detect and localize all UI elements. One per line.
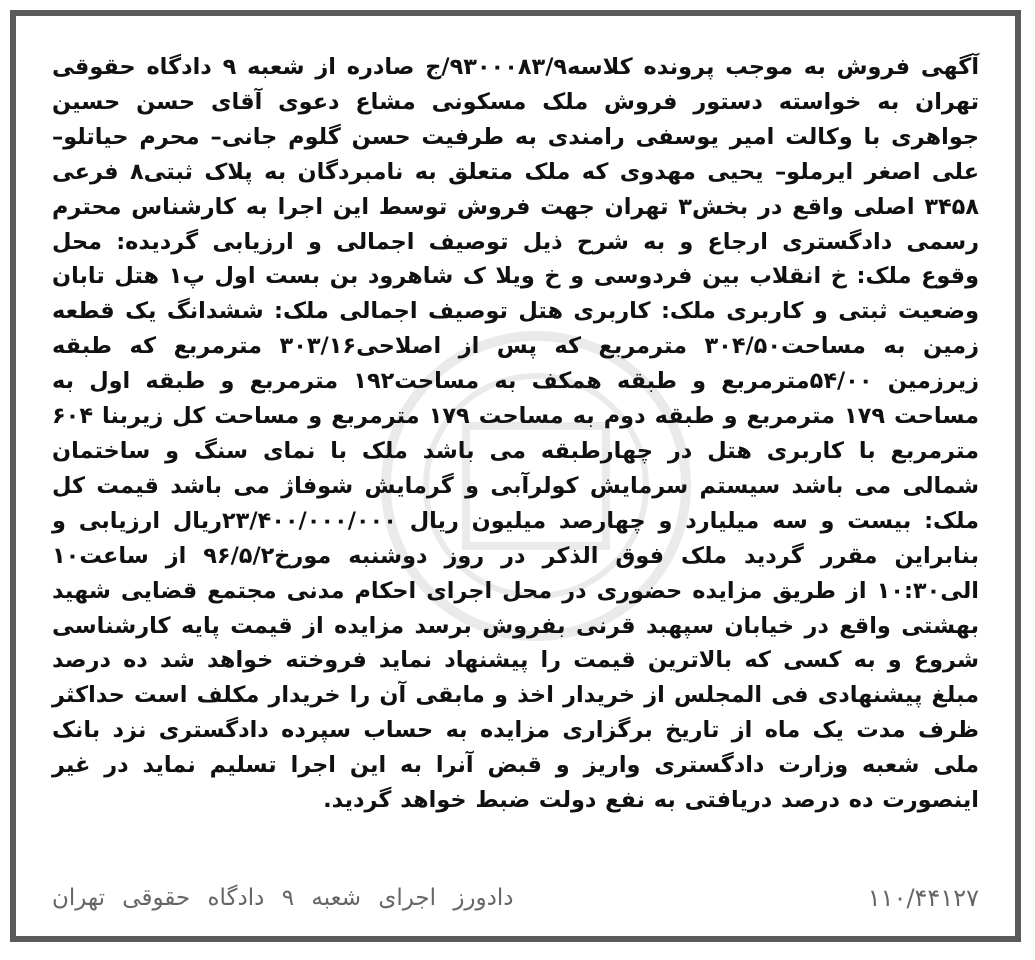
footer-source: دادورز اجرای شعبه ۹ دادگاه حقوقی تهران [52, 885, 514, 911]
notice-footer [52, 878, 979, 918]
footer-code: ۱۱۰/۴۴۱۲۷ [867, 884, 979, 912]
top-cropped-strip [16, 16, 1015, 32]
notice-frame [10, 10, 1021, 942]
notice-body: آگهی فروش به موجب پرونده کلاسه۹۳۰۰۰۸۳/۹/ج صادره از شعبه ۹ دادگاه حقوقی تهران به خواسته دستور فروش ملک مسکونی مشاع دعوی آقای حسن حسین جواهری با وکالت امیر یوسفی رامندی به طرفیت حسن گلوم جانی– محرم حیاتلو– علی اصغر ایرملو– یحیی مهدوی که ملک متعلق به نامبردگان به پلاک ثبتی۸ فرعی ۳۴۵۸ اصلی واقع در بخش۳ تهران جهت فروش توسط این اجرا به کارشناس محترم رسمی دادگستری ارجاع و به شرح ذیل توصیف اجمالی و ارزیابی گردیده: محل وقوع ملک: خ انقلاب بین فردوسی و خ ویلا ک شاهرود بن بست اول پ۱ هتل تابان وضعیت ثبتی و کاربری ملک: کاربری هتل توصیف اجمالی ملک: ششدانگ یک قطعه زمین به مساحت۳۰۴/۵۰ مترمربع که پس از اصلاحی۳۰۳/۱۶ مترمربع که طبقه زیرزمین ۵۴/۰۰مترمربع و طبقه همکف به مساحت۱۹۲ مترمربع و طبقه اول به مساحت ۱۷۹ مترمربع و طبقه دوم به مساحت ۱۷۹ مترمربع و مساحت کل زیربنا ۶۰۴ مترمربع با کاربری هتل در چهارطبقه می باشد ملک با نمای سنگ و ساختمان شمالی می باشد سیستم سرمایش کولرآبی و گرمایش شوفاژ می باشد قیمت کل ملک: بیست و سه میلیارد و چهارصد میلیون ریال ۲۳/۴۰۰/۰۰۰/۰۰۰ریال ارزیابی و بنابراین مقرر گردید ملک فوق الذکر در روز دوشنبه مورخ۹۶/۵/۲ از ساعت۱۰ الی۱۰:۳۰ از طریق مزایده حضوری در محل اجرای احکام مدنی مجتمع قضایی شهید بهشتی واقع در خیابان سپهبد قرنی بفروش برسد مزایده از قیمت پایه کارشناسی شروع و به کسی که بالاترین قیمت را پیشنهاد نماید فروخته خواهد شد ده درصد مبلغ پیشنهادی فی المجلس از خریدار اخذ و مابقی آن را خریدار مکلف است حداکثر ظرف مدت یک ماه از تاریخ برگزاری مزایده به حساب سپرده دادگستری نزد بانک ملی شعبه وزارت دادگستری واریز و قبض آنرا به این اجرا تسلیم نماید در غیر اینصورت ده درصد دریافتی به نفع دولت ضبط خواهد گردید. [52, 54, 979, 814]
